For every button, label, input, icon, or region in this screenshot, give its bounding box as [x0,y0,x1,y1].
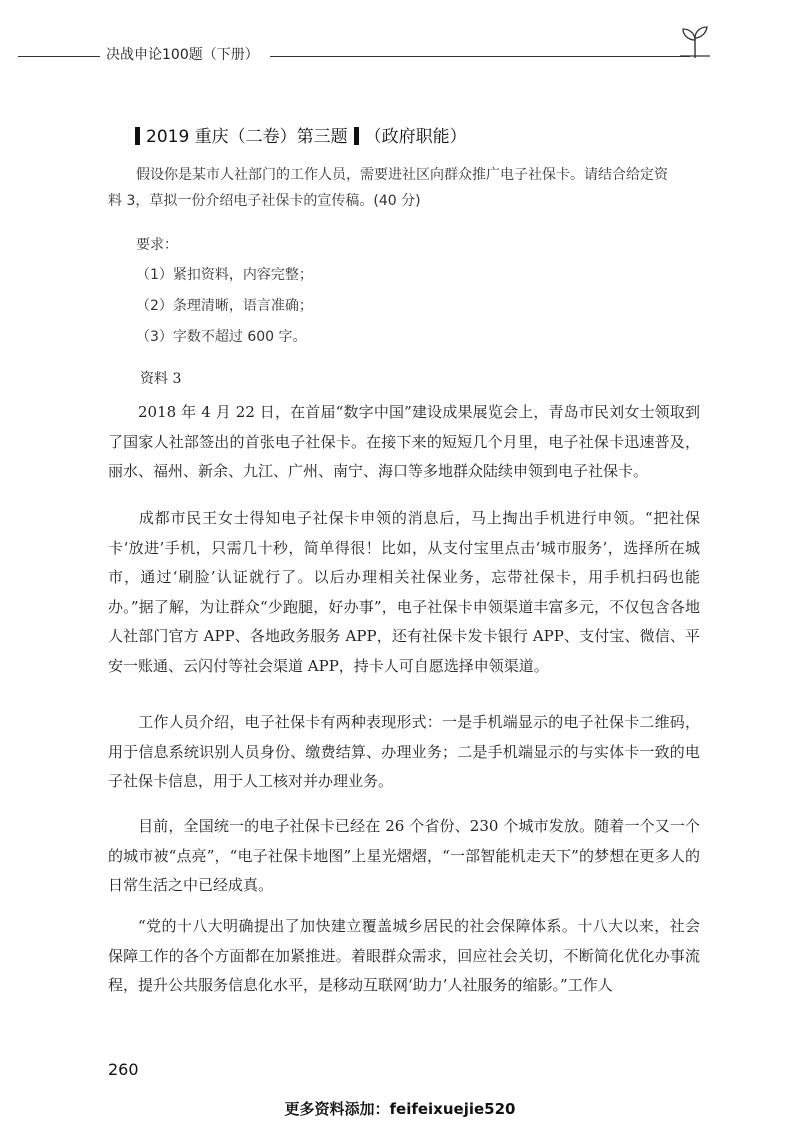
material-paragraph [108,912,700,1001]
footer-note: 更多资料添加：feifeixuejie520 [284,1100,516,1118]
material-paragraph [108,708,700,797]
requirements-label: 要求： [136,237,178,253]
requirement-item: （1）紧扣资料，内容完整； [136,267,313,283]
paragraph-text: 2018 年 4 月 22 日，在首届“数字中国”建设成果展览会上，青岛市民刘女士领取到了国家人社部签出的首张电子社保卡。在接下来的短短几个月里，电子社保卡迅速普及，丽水、福州、新余、九江、广州、南宁、海口等多地群众陆续申领到电子社保卡。 [108,403,700,480]
material-paragraph [108,504,700,681]
material-paragraph [108,812,700,901]
prompt-line: 料 3，草拟一份介绍电子社保卡的宣传稿。(40 分) [108,193,421,209]
heading-bar-right [354,127,359,145]
requirement-item: （2）条理清晰，语言准确； [136,298,313,314]
question-title: 2019 重庆（二卷）第三题 [146,127,348,147]
paragraph-text: “党的十八大明确提出了加快建立覆盖城乡居民的社会保障体系。十八大以来，社会保障工作的各个方面都在加紧推进。着眼群众需求，回应社会关切，不断简化优化办事流程，提升公共服务信息化水平，是移动互联网‘助力’人社服务的缩影。”工作人 [108,917,700,994]
paragraph-text: 工作人员介绍，电子社保卡有两种表现形式：一是手机端显示的电子社保卡二维码，用于信息系统识别人员身份、缴费结算、办理业务；二是手机端显示的与实体卡一致的电子社保卡信息，用于人工核对并办理业务。 [108,713,700,790]
book-title: 决战申论100题（下册） [106,47,259,63]
paragraph-text: 目前，全国统一的电子社保卡已经在 26 个省份、230 个城市发放。随着一个又一个的城市被“点亮”，“电子社保卡地图”上星光熠熠，“一部智能机走天下”的梦想在更多人的日常生活之中已经成真。 [108,817,700,894]
material-label: 资料 3 [140,371,182,387]
question-heading [135,122,467,147]
question-prompt [108,162,708,214]
heading-bar-left [135,127,140,145]
material-paragraph [108,398,700,487]
question-tag: （政府职能） [364,127,467,147]
sprout-icon [678,24,712,60]
header-rule-left [18,56,100,57]
paragraph-text: 成都市民王女士得知电子社保卡申领的消息后，马上掏出手机进行申领。“把社保卡‘放进’手机，只需几十秒，简单得很！比如，从支付宝里点击‘城市服务’，选择所在城市，通过‘刷脸’认证就行了。以后办理相关社保业务，忘带社保卡，用手机扫码也能办。”据了解，为让群众“少跑腿，好办事”，电子社保卡申领渠道丰富多元，不仅包含各地人社部门官方 APP、各地政务服务 APP，还有社保卡发卡银行 APP、支付宝、微信、平安一账通、云闪付等社会渠道 APP，持卡人可自愿选择申领渠道。 [108,509,700,675]
prompt-line: 假设你是某市人社部门的工作人员，需要进社区向群众推广电子社保卡。请结合给定资 [136,167,668,183]
page-number: 260 [108,1060,139,1079]
page-header [0,0,800,70]
requirement-item: （3）字数不超过 600 字。 [136,329,307,345]
header-rule-right [270,56,690,57]
